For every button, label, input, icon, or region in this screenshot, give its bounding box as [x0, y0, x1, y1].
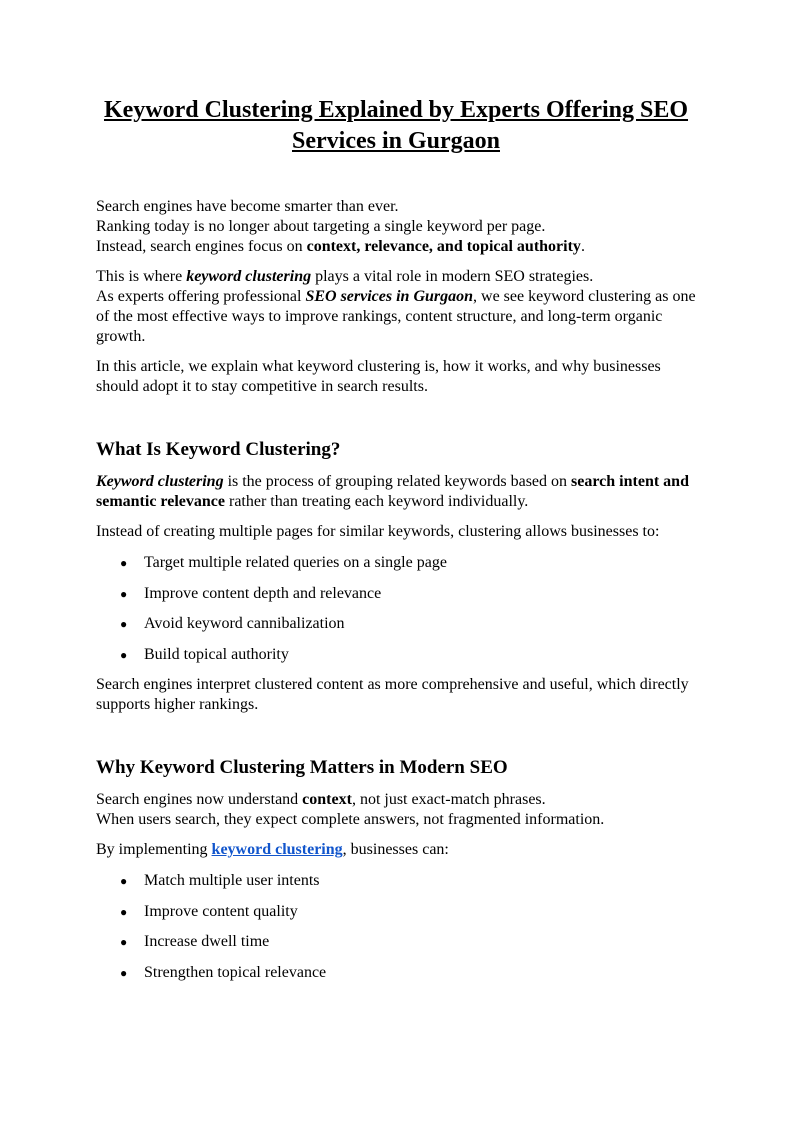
- bullet-icon: ●: [120, 556, 128, 570]
- section1-bullet-list: [96, 553, 696, 675]
- section1-keyword: Keyword clustering: [96, 473, 224, 490]
- intro-p2-post: plays a vital role in modern SEO strategies.: [311, 268, 594, 285]
- intro-p2-pre: This is where: [96, 268, 187, 285]
- intro-p2-line2-post: , we see keyword clustering as one of the most effective ways to improve rankings, content structure, and long-term organic growth.: [96, 288, 696, 345]
- section1-heading: What Is Keyword Clustering?: [96, 439, 341, 460]
- bullet-icon: ●: [120, 904, 128, 919]
- list-item: ● Match multiple user intents: [120, 872, 320, 889]
- bullet-icon: ●: [120, 874, 128, 888]
- section2-p1-post: , not just exact-match phrases.: [351, 791, 546, 808]
- section2-bullet-list: [96, 871, 696, 993]
- bullet-icon: ●: [120, 617, 128, 632]
- section1-paragraph-3: Search engines interpret clustered content as more comprehensive and useful, which directly supports higher rankings.: [96, 676, 689, 713]
- section1-p1-mid: is the process of grouping related keywords based on: [223, 473, 572, 490]
- intro-paragraph-3: In this article, we explain what keyword clustering is, how it works, and why businesses should adopt it to stay competitive in search results.: [96, 358, 661, 395]
- section1-paragraph-2: Instead of creating multiple pages for similar keywords, clustering allows businesses to:: [96, 523, 660, 540]
- intro-p2-line2-pre: As experts offering professional: [96, 288, 306, 305]
- intro-paragraph-2: [96, 267, 696, 347]
- intro-line-3-bold: context, relevance, and topical authority: [306, 238, 581, 255]
- list-item: ● Target multiple related queries on a single page: [120, 554, 447, 571]
- keyword-clustering-link[interactable]: keyword clustering: [211, 841, 343, 858]
- intro-line-3-pre: Instead, search engines focus on: [96, 238, 307, 255]
- section1-paragraph-1: [96, 472, 696, 512]
- list-item: ● Improve content quality: [120, 902, 298, 920]
- intro-p2-keyword: keyword clustering: [186, 268, 312, 285]
- bullet-icon: ●: [120, 965, 128, 980]
- list-item: ● Increase dwell time: [120, 933, 270, 951]
- bullet-icon: ●: [120, 586, 128, 601]
- bullet-icon: ●: [120, 647, 128, 662]
- section2-paragraph-2: [96, 840, 696, 860]
- section2-heading: Why Keyword Clustering Matters in Modern SEO: [96, 757, 508, 778]
- section1-p1-post: rather than treating each keyword individually.: [225, 493, 529, 510]
- title-line-1: Keyword Clustering Explained by Experts Offering SEO: [103, 97, 689, 123]
- title-line-2: Services in Gurgaon: [292, 128, 500, 154]
- page-title: [96, 95, 696, 157]
- list-item: ● Strengthen topical relevance: [120, 963, 327, 981]
- intro-paragraph-1: [96, 197, 696, 257]
- intro-line-1: Search engines have become smarter than ever.: [96, 198, 399, 215]
- section1-p1-bold: search intent and semantic relevance: [96, 473, 689, 510]
- list-item: ● Build topical authority: [120, 645, 289, 663]
- list-item: ● Improve content depth and relevance: [120, 584, 382, 602]
- intro-line-2: Ranking today is no longer about targeting a single keyword per page.: [96, 218, 546, 235]
- section2-p1-line2: When users search, they expect complete answers, not fragmented information.: [96, 811, 605, 828]
- bullet-icon: ●: [120, 935, 128, 950]
- section2-p1-pre: Search engines now understand: [96, 791, 303, 808]
- section2-p1-bold: context: [302, 791, 352, 808]
- list-item: ● Avoid keyword cannibalization: [120, 615, 345, 633]
- intro-p2-service: SEO services in Gurgaon: [305, 288, 474, 305]
- section2-p2-post: , businesses can:: [342, 841, 449, 858]
- intro-line-3-post: .: [580, 238, 585, 255]
- section2-p2-pre: By implementing: [96, 841, 212, 858]
- section2-paragraph-1: [96, 790, 696, 830]
